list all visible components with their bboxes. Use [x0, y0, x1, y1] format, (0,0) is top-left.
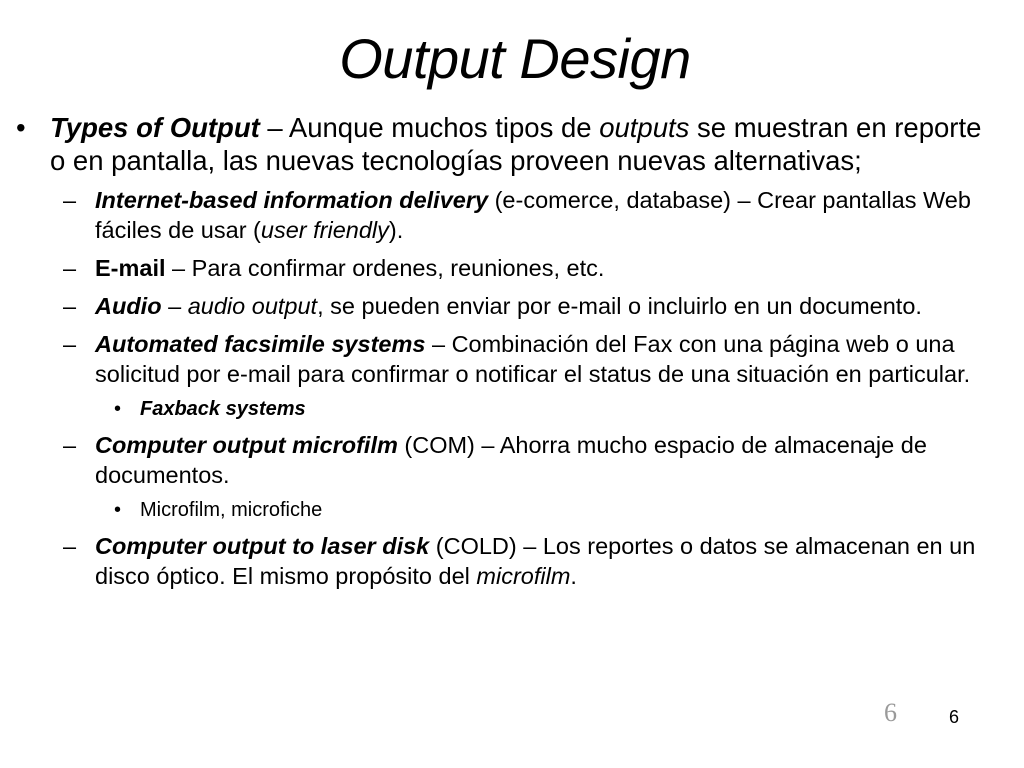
sub-bullet-cold	[63, 531, 1010, 591]
sub-bullet-text: , se pueden enviar por e-mail o incluirlo en un documento.	[317, 293, 922, 319]
sub-bullet-text: (e-comerce, database) – Crear pantallas Web fáciles de usar (	[95, 187, 971, 243]
sub-bullet-text: –	[161, 293, 188, 319]
sub-bullet-text: – Combinación del Fax con una página web o una solicitud por e-mail para confirmar o notificar el status de una situación en particular.	[95, 331, 971, 387]
sub-sub-bullet-text: Microfilm, microfiche	[140, 499, 323, 521]
sub-bullet-text: ).	[388, 217, 404, 243]
sub-bullet-term: Computer output microfilm	[95, 432, 398, 458]
bullet-dot-icon: •	[16, 112, 26, 143]
sub-bullet-email	[63, 253, 1010, 283]
dash-icon: –	[63, 187, 77, 213]
sub-bullet-text: – Para confirmar ordenes, reuniones, etc.	[165, 255, 605, 281]
sub-sub-bullet-microfilm	[114, 497, 1000, 523]
sub-bullet-text: .	[570, 563, 577, 589]
page-title: Output Design	[339, 27, 691, 90]
slide-number-serif: 6	[884, 698, 897, 727]
dash-icon: –	[63, 331, 77, 357]
bullet-term: Types of Output	[50, 112, 260, 143]
dash-icon: –	[63, 255, 77, 281]
bullet-dot-icon: •	[114, 499, 122, 521]
dash-icon: –	[63, 293, 77, 319]
slide-number: 6	[949, 707, 960, 727]
sub-bullet-facsimile	[63, 329, 1010, 389]
sub-bullet-internet-delivery	[63, 185, 1010, 245]
sub-bullet-term: Audio	[95, 293, 162, 319]
sub-bullet-term: Computer output to laser disk	[95, 533, 430, 559]
dash-icon: –	[63, 432, 77, 458]
bullet-types-of-output	[16, 112, 990, 177]
sub-bullet-text: (COLD) – Los reportes o datos se almacenan en un disco óptico. El mismo propósito del	[95, 533, 976, 589]
sub-sub-bullet-text: Faxback systems	[140, 398, 306, 420]
dash-icon: –	[63, 533, 77, 559]
sub-bullet-text: (COM) – Ahorra mucho espacio de almacenaje de documentos.	[95, 432, 927, 488]
sub-bullet-emphasis: audio output	[187, 293, 318, 319]
bullet-text: se muestran en reporte o en pantalla, las nuevas tecnologías proveen nuevas alternativas;	[50, 112, 982, 176]
sub-bullet-term: Internet-based information delivery	[95, 187, 489, 213]
sub-bullet-emphasis: user friendly	[260, 217, 389, 243]
sub-bullet-com	[63, 430, 1010, 490]
sub-bullet-term: Automated facsimile systems	[95, 331, 426, 357]
sub-bullet-emphasis: microfilm	[476, 563, 571, 589]
sub-bullet-term: E-mail	[95, 255, 166, 281]
slide-body	[0, 112, 1024, 591]
sub-bullet-audio	[63, 291, 1010, 321]
bullet-text: – Aunque muchos tipos de	[259, 112, 600, 143]
sub-sub-bullet-faxback	[114, 396, 1000, 422]
bullet-dot-icon: •	[114, 398, 122, 420]
bullet-emphasis: outputs	[599, 112, 690, 143]
